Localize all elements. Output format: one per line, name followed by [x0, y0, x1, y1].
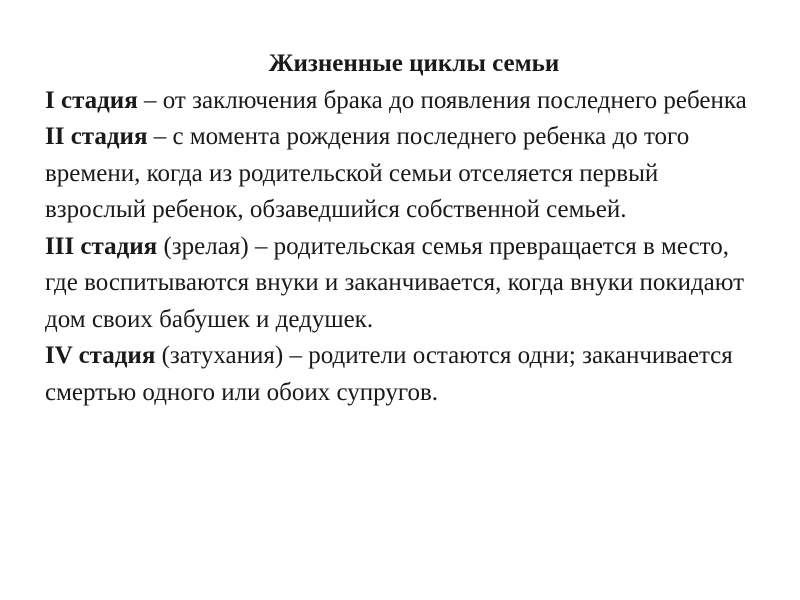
stage-1-text: – от заключения брака до появления последнего ребенка	[137, 86, 747, 114]
stage-4	[45, 338, 765, 411]
stage-1-label: I стадия	[45, 86, 138, 114]
slide-title: Жизненные циклы семьи	[268, 50, 560, 77]
stage-2-label: II стадия	[45, 123, 148, 150]
stage-3-label: III стадия	[45, 232, 158, 260]
stage-3-text: (зрелая) – родительская семья превращается в место, где воспитываются внуки и заканчивается, когда внуки покидают дом своих бабушек и дедушек.	[45, 232, 745, 333]
slide-content	[45, 46, 765, 411]
stage-2-text: – с момента рождения последнего ребенка до того времени, когда из родительской семьи отселяется первый взрослый ребенок, обзаведшийся собственной семьей.	[45, 123, 690, 223]
stage-4-text: (затухания) – родители остаются одни; заканчивается смертью одного или обоих супругов.	[45, 342, 733, 406]
stage-1	[45, 83, 765, 120]
stage-4-label: IV стадия	[45, 342, 156, 369]
stage-3	[45, 229, 765, 339]
stage-2	[45, 119, 765, 229]
